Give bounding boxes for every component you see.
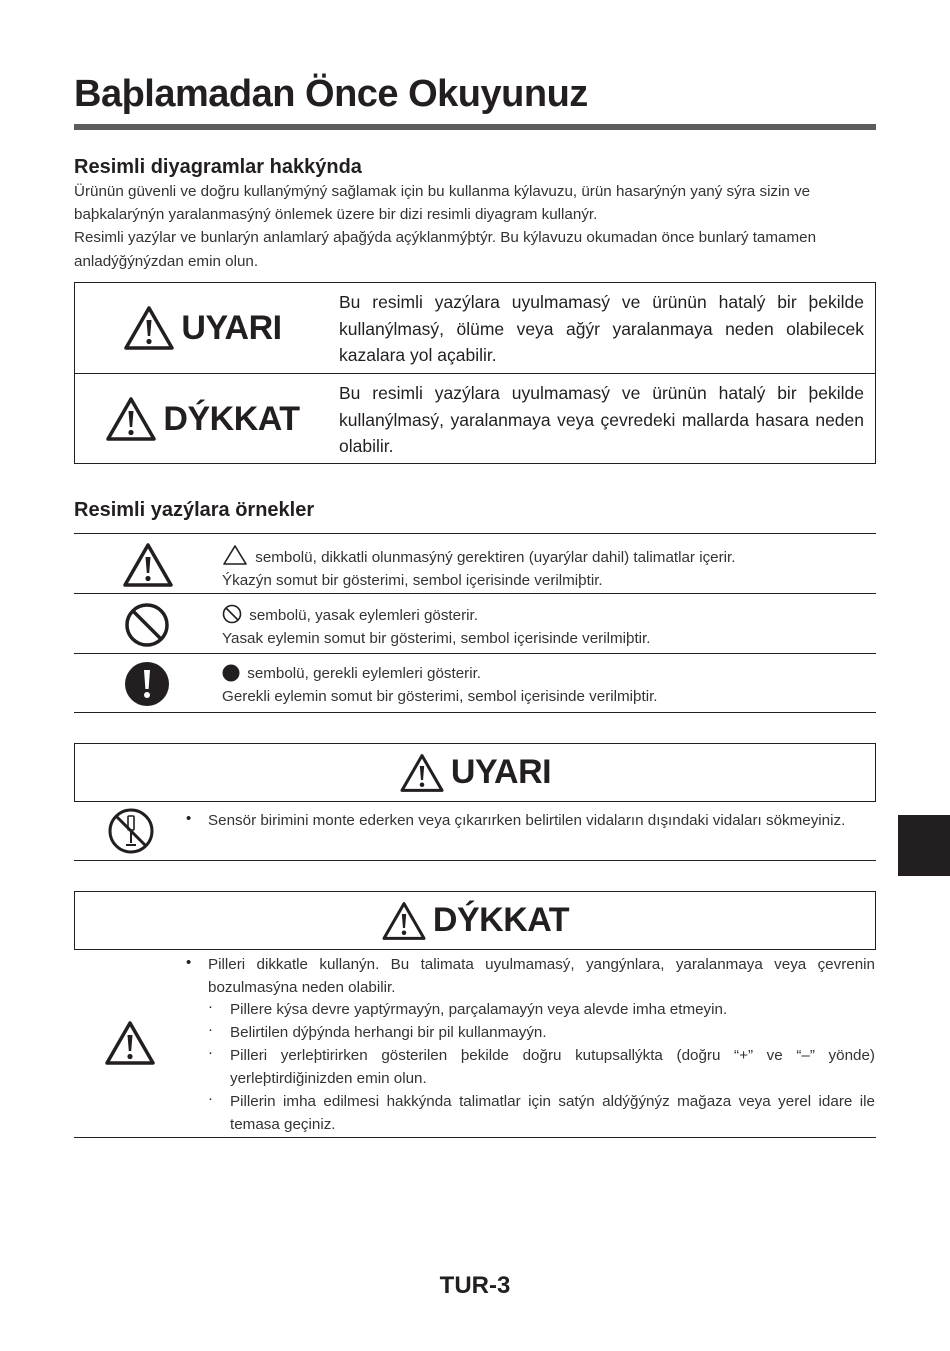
page-number: TUR-3	[439, 1272, 511, 1299]
example-mandatory-line1: sembolü, gerekli eylemleri gösterir.	[243, 665, 482, 682]
caution-bottom-rule	[74, 1137, 876, 1138]
example-mandatory-line2: Gerekli eylemin somut bir gösterimi, sembol içerisinde verilmiþtir.	[222, 688, 658, 705]
hazard-label-caution	[75, 374, 330, 464]
small-filled-circle-icon	[222, 664, 240, 682]
hazard-row-warning	[75, 283, 875, 373]
language-side-tab	[898, 815, 950, 876]
caution-description: Bu resimli yazýlara uyulmamasý ve ürünün hatalý bir þekilde kullanýlmasý, yaralanmaya veya çevredeki mallarda hasara neden olabilir.	[339, 383, 864, 456]
warning-triangle-icon	[123, 305, 175, 351]
caution-symbol-icon	[122, 542, 174, 588]
intro-text	[74, 180, 876, 273]
hazard-legend-table	[74, 282, 876, 464]
examples-bottom-rule	[74, 712, 876, 713]
section-heading-diagrams: Resimli diyagramlar hakkýnda	[74, 156, 362, 178]
warning-text: Sensör birimini monte ederken veya çıkarırken belirtilen vidaların dışındaki vidaları sökmeyiniz.	[208, 812, 846, 829]
no-disassembly-icon	[107, 807, 155, 855]
warning-bottom-rule	[74, 860, 876, 861]
example-mandatory-text	[222, 662, 862, 708]
caution-item-1: Pillere kýsa devre yaptýrmayýn, parçalamayýn veya alevde imha etmeyin.	[230, 1001, 728, 1018]
caution-bullet: •	[186, 954, 192, 971]
prohibited-symbol-icon	[124, 602, 170, 648]
intro-paragraph-2: Resimli yazýlar ve bunlarýn anlamlarý aþağýda açýklanmýþtýr. Bu kýlavuzu okumadan önce bunlarý tamamen anladýğýnýzdan emin olun.	[74, 229, 817, 270]
warning-triangle-icon	[381, 901, 427, 941]
caution-main-text: Pilleri dikkatle kullanýn. Bu talimata uyulmamasý, yangýnlara, yaralanmaya veya çevrenin bozulmasýna neden olabilir.	[208, 956, 875, 996]
example-caution-text	[222, 544, 862, 592]
caution-sub-bullet: ·	[208, 1021, 213, 1038]
warning-description: Bu resimli yazýlara uyulmamasý ve ürünün hatalý bir þekilde kullanýlmasý, ölüme veya ağýr yaralanmaya neden olabilecek kazalara yol açabilir.	[339, 292, 864, 365]
mandatory-symbol-icon	[124, 661, 170, 707]
example-row-prohibited	[74, 593, 876, 654]
example-prohibited-line1: sembolü, yasak eylemleri gösterir.	[245, 607, 478, 624]
caution-item-4: Pillerin imha edilmesi hakkýnda talimatlar için satýn aldýğýnýz mağaza veya yerel idare ile temasa geçiniz.	[230, 1093, 875, 1133]
caution-item-3: Pilleri yerleþtirirken gösterilen þekilde doğru kutupsallýkta (doğru “+” ve “–” yönde) yerleþtirdiğinizden emin olun.	[230, 1047, 875, 1087]
caution-sub-bullet: ·	[208, 1044, 213, 1061]
example-prohibited-text	[222, 604, 862, 650]
example-caution-line2: Ýkazýn somut bir gösterimi, sembol içerisinde verilmiþtir.	[222, 572, 603, 589]
warning-triangle-icon	[105, 396, 157, 442]
caution-sub-bullet: ·	[208, 998, 213, 1015]
caution-banner	[74, 891, 876, 950]
intro-paragraph-1: Ürünün güvenli ve doğru kullanýmýný sağlamak için bu kullanma kýlavuzu, ürün hasarýnýn yaný sýra sizin ve baþkalarýnýn yaralanmasýný önlemek üzere bir dizi resimli diyagram kullanýr.	[74, 183, 811, 224]
caution-banner-label: DÝKKAT	[432, 901, 570, 939]
small-triangle-icon	[222, 544, 248, 566]
warning-banner	[74, 743, 876, 802]
example-row-caution	[74, 533, 876, 594]
warning-triangle-icon	[399, 753, 445, 793]
caution-triangle-icon	[104, 1020, 156, 1066]
hazard-row-caution	[75, 373, 875, 464]
warning-label: UYARI	[181, 308, 282, 347]
warning-banner-label: UYARI	[450, 753, 552, 791]
hazard-label-warning	[75, 283, 330, 373]
example-prohibited-line2: Yasak eylemin somut bir gösterimi, sembol içerisinde verilmiþtir.	[222, 630, 651, 647]
example-row-mandatory	[74, 653, 876, 713]
section-heading-examples: Resimli yazýlara örnekler	[74, 499, 315, 521]
warning-bullet: •	[186, 810, 192, 827]
caution-item-2: Belirtilen dýþýnda herhangi bir pil kullanmayýn.	[230, 1024, 547, 1041]
caution-sub-bullet: ·	[208, 1090, 213, 1107]
caution-label: DÝKKAT	[163, 399, 300, 438]
small-prohibited-icon	[222, 604, 242, 624]
page-title: Baþlamadan Önce Okuyunuz	[74, 73, 588, 115]
title-rule	[74, 124, 876, 130]
example-caution-line1: sembolü, dikkatli olunmasýný gerektiren (uyarýlar dahil) talimatlar içerir.	[251, 549, 736, 566]
